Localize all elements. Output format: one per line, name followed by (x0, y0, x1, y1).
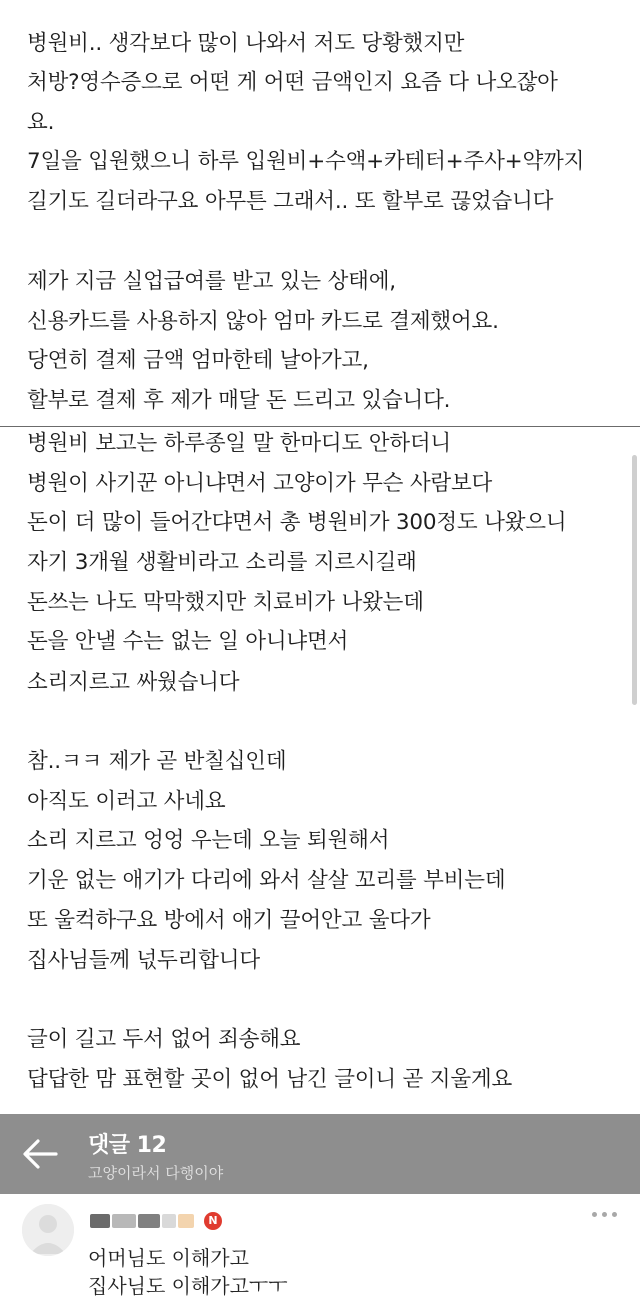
blurred-nickname (112, 1214, 136, 1228)
post-line: 집사님들께 넋두리합니다 (27, 948, 260, 973)
more-dots-icon (592, 1212, 597, 1217)
default-avatar-icon (22, 1204, 74, 1256)
post-line: 자기 3개월 생활비라고 소리를 지르시길래 (27, 550, 417, 575)
post-line: 처방?영수증으로 어떤 게 어떤 금액인지 요즘 다 나오잖아 (27, 70, 558, 95)
more-dots-icon (602, 1212, 607, 1217)
comment-text: 어머님도 이해가고 (88, 1246, 249, 1270)
comment-item (0, 1194, 640, 1298)
scrollbar[interactable] (632, 455, 637, 705)
post-line: 또 울컥하구요 방에서 애기 끌어안고 울다가 (27, 908, 431, 933)
arrow-left-icon (20, 1136, 60, 1172)
post-line: 병원이 사기꾼 아니냐면서 고양이가 무슨 사람보다 (27, 471, 493, 496)
post-line: 참..ㅋㅋ 제가 곧 반칠십인데 (27, 749, 287, 774)
post-line: 글이 길고 두서 없어 죄송해요 (27, 1027, 301, 1052)
post-line: 답답한 맘 표현할 곳이 없어 남긴 글이니 곧 지울게요 (27, 1067, 513, 1092)
post-line: 돈쓰는 나도 막막했지만 치료비가 나왔는데 (27, 590, 424, 615)
more-dots-icon (612, 1212, 617, 1217)
post-line: 요. (27, 110, 55, 135)
blurred-nickname (90, 1214, 110, 1228)
post-line: 소리지르고 싸웠습니다 (27, 670, 240, 695)
new-badge: N (204, 1212, 222, 1230)
post-line: 당연히 결제 금액 엄마한테 날아가고, (27, 348, 369, 373)
post-line: 기운 없는 애기가 다리에 와서 살살 꼬리를 부비는데 (27, 868, 506, 893)
post-line: 소리 지르고 엉엉 우는데 오늘 퇴원해서 (27, 828, 390, 853)
screenshot-seam-divider (0, 426, 640, 427)
post-line: 신용카드를 사용하지 않아 엄마 카드로 결제했어요. (27, 309, 499, 334)
comments-header (0, 1114, 640, 1194)
avatar[interactable] (22, 1204, 74, 1256)
board-name: 고양이라서 다행이야 (88, 1164, 224, 1182)
comments-count-title: 댓글 12 (88, 1133, 167, 1158)
post-line: 아직도 이러고 사네요 (27, 789, 226, 814)
post-line: 제가 지금 실업급여를 받고 있는 상태에, (27, 269, 396, 294)
post-line: 7일을 입원했으니 하루 입원비+수액+카테터+주사+약까지 (27, 149, 585, 174)
post-line: 길기도 길더라구요 아무튼 그래서.. 또 할부로 끊었습니다 (27, 189, 554, 214)
post-line: 돈을 안낼 수는 없는 일 아니냐면서 (27, 629, 349, 654)
post-line: 돈이 더 많이 들어간댜면서 총 병원비가 300정도 나왔으니 (27, 510, 567, 535)
post-line: 할부로 결제 후 제가 매달 돈 드리고 있습니다. (27, 388, 451, 413)
blurred-nickname (138, 1214, 160, 1228)
more-options-button[interactable] (592, 1210, 618, 1220)
back-button[interactable] (20, 1136, 60, 1172)
post-line: 병원비 보고는 하루종일 말 한마디도 안하더니 (27, 431, 451, 456)
post-line: 병원비.. 생각보다 많이 나와서 저도 당황했지만 (27, 31, 465, 56)
blurred-nickname (178, 1214, 194, 1228)
comment-text: 집사님도 이해가고ㅜㅜ (88, 1274, 288, 1298)
blurred-nickname (162, 1214, 176, 1228)
